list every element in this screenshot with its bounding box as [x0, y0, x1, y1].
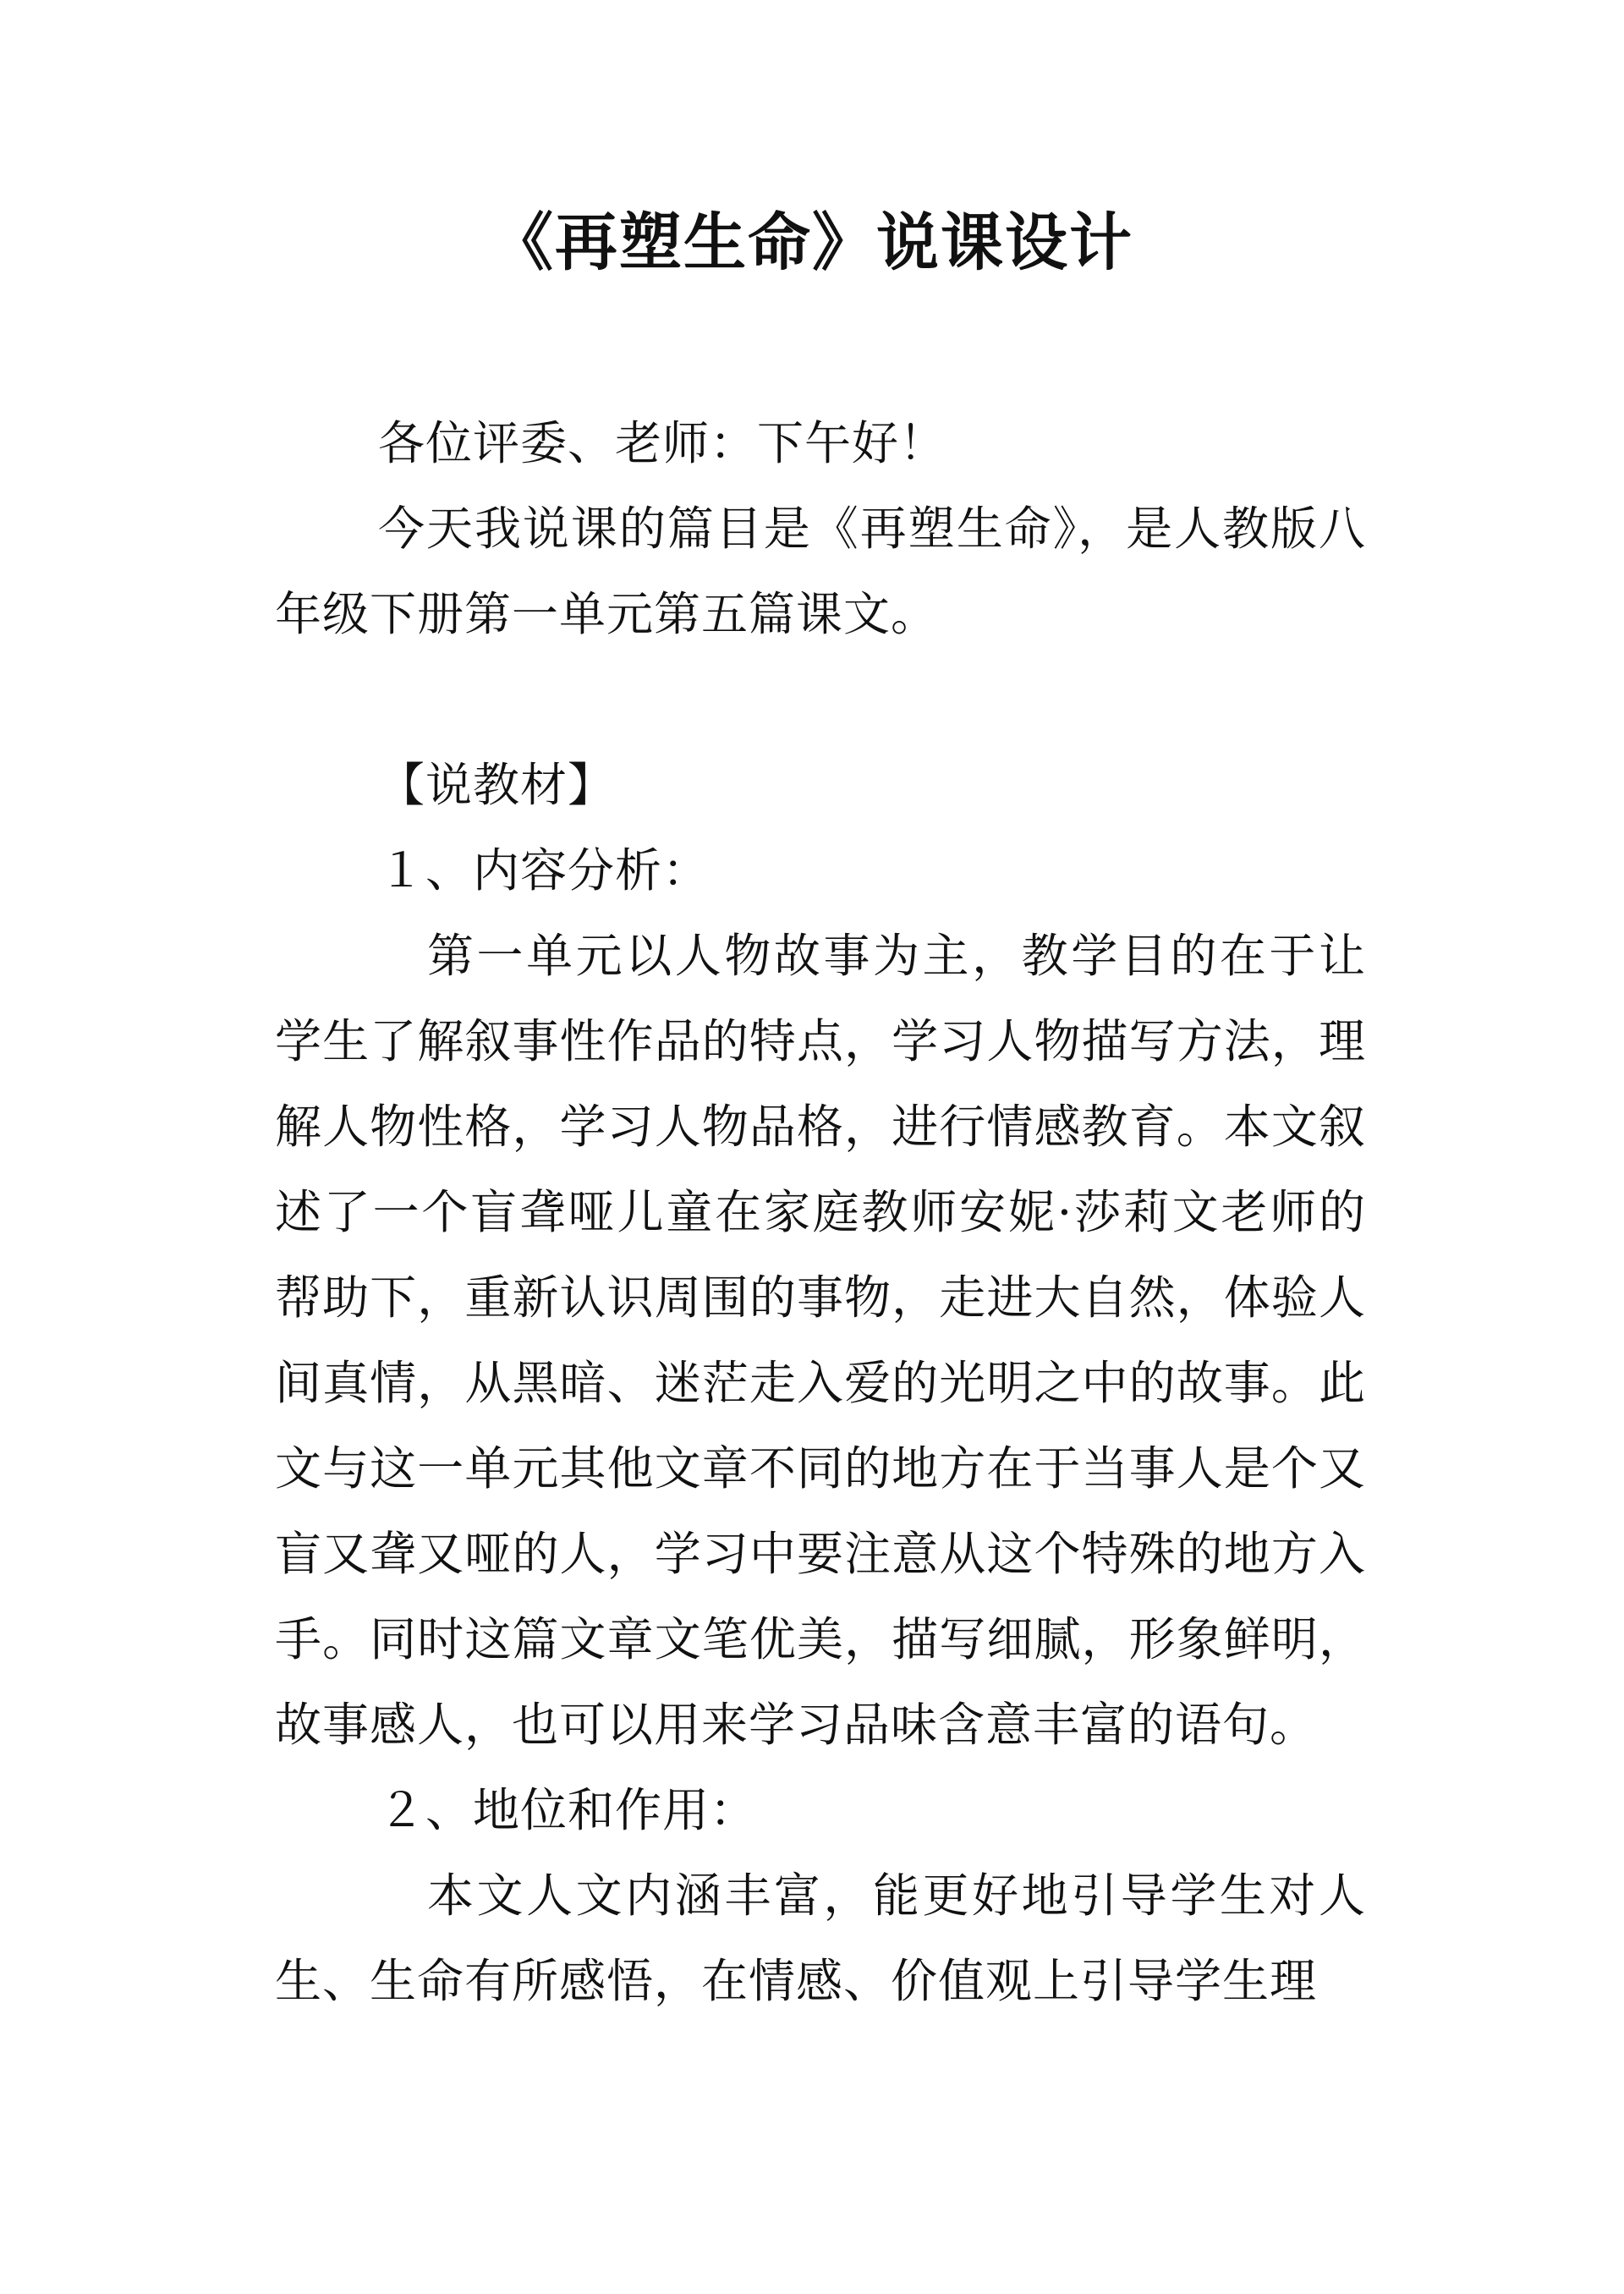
content-analysis-heading: １、内容分析：	[378, 843, 710, 897]
paragraph-spacer	[275, 657, 1366, 743]
greeting-paragraph: 各位评委、老师：下午好！	[378, 416, 947, 470]
position-role-heading: ２、地位和作用：	[378, 1783, 758, 1837]
content-analysis-paragraph: 第一单元以人物故事为主，教学目的在于让学生了解叙事性作品的特点，学习人物描写方法，理解人物性格，学习人物品格，进行情感教育。本文叙述了一个盲聋哑儿童在家庭教师安妮·莎莉文老师的帮助下，重新认识周围的事物，走进大自然，体验人间真情，从黑暗、迷茫走入爱的光明之中的故事。此文与这一单元其他文章不同的地方在于当事人是个又盲又聋又哑的人，学习中要注意从这个特殊的地方入手。同时这篇文章文笔优美，描写细腻，形象鲜明，故事感人，也可以用来学习品味含意丰富的语句。	[275, 929, 1366, 1752]
intro-paragraph: 今天我说课的篇目是《再塑生命》，是人教版八年级下册第一单元第五篇课文。	[275, 502, 1366, 641]
position-role-paragraph: 本文人文内涵丰富，能更好地引导学生对人生、生命有所感悟，在情感、价值观上引导学生理	[275, 1869, 1366, 2008]
section-heading: 【说教材】	[378, 758, 616, 812]
document-title: 《再塑生命》说课设计	[491, 206, 1133, 279]
document-body	[275, 401, 1366, 2024]
